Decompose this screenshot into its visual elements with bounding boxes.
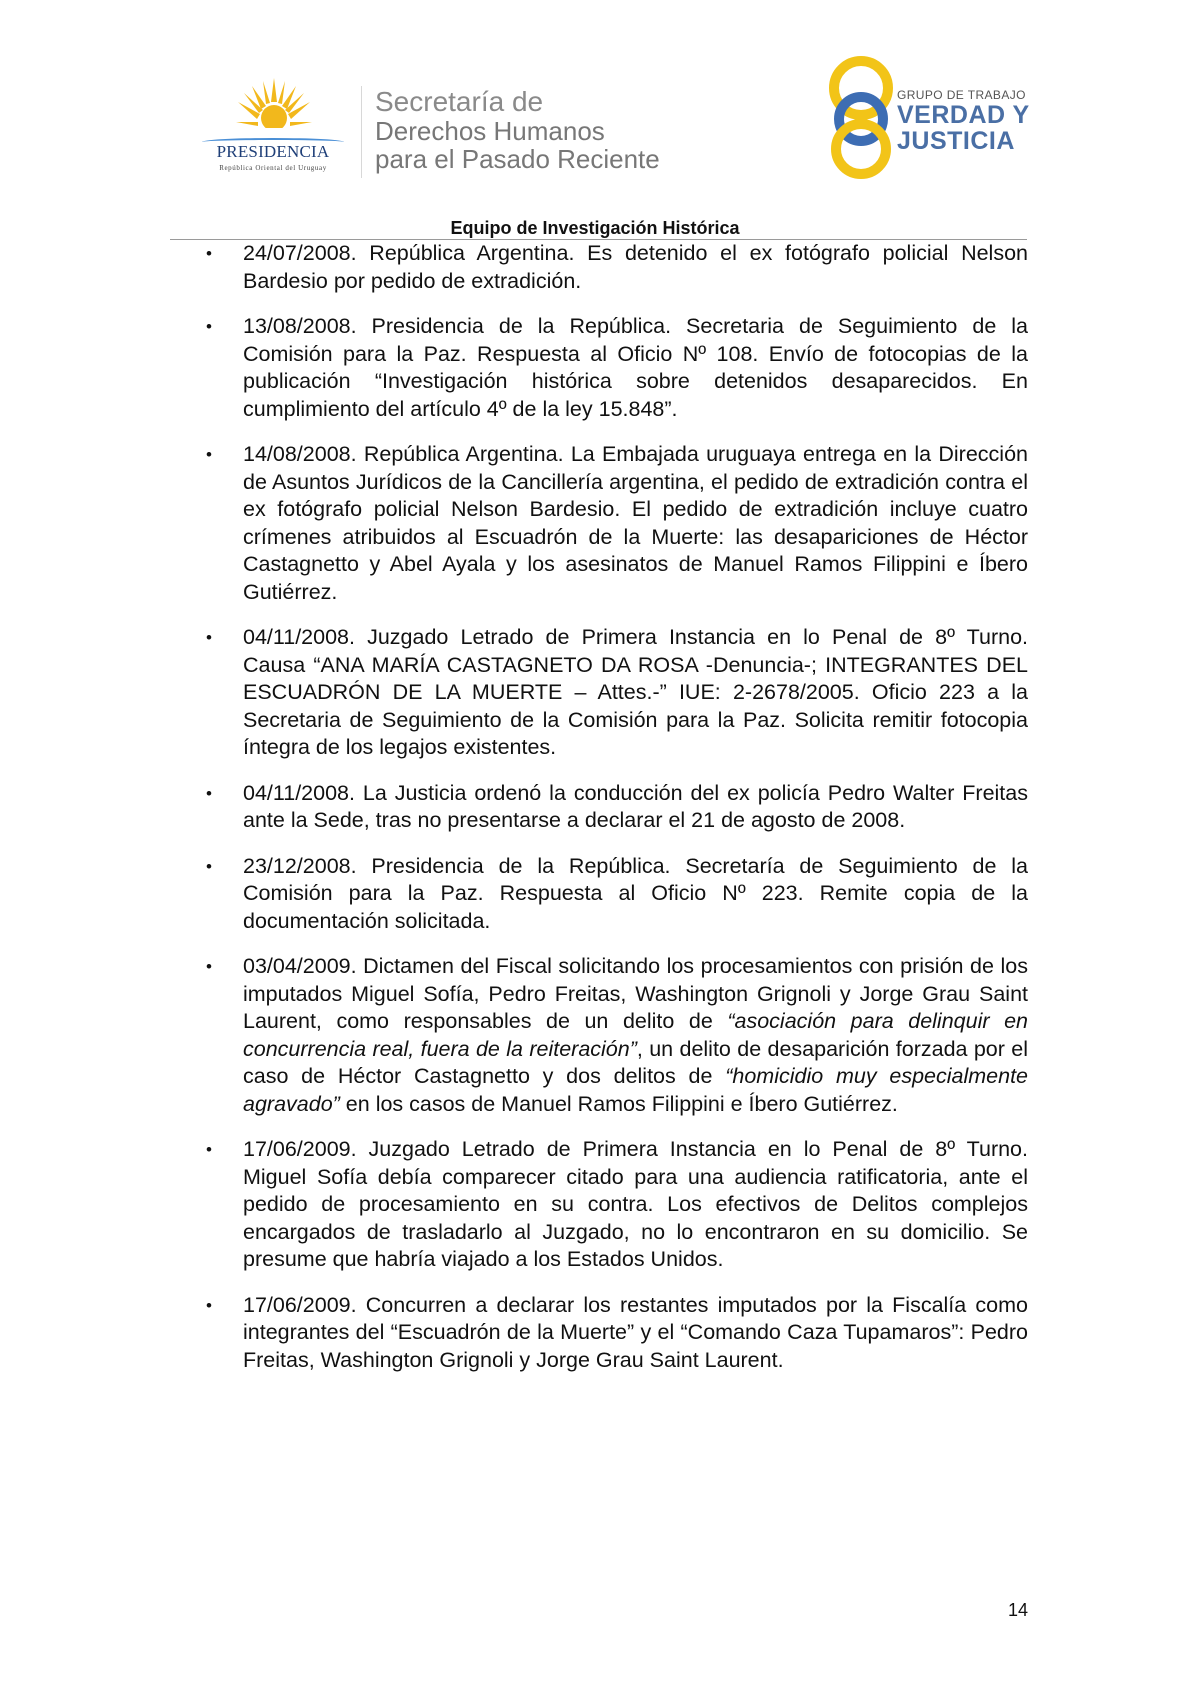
vyj-title-line2: JUSTICIA: [897, 127, 1015, 155]
bullet-icon: •: [206, 783, 212, 803]
bullet-icon: •: [206, 317, 212, 336]
entry-text: 04/11/2008. La Justicia ordenó la conducción del ex policía Pedro Walter Freitas ante la Sede, tras no presentarse a declarar el 21 de agosto de 2008.: [243, 780, 1028, 832]
bullet-icon: •: [206, 1140, 212, 1159]
bullet-icon: •: [206, 445, 212, 464]
page-number: 14: [1008, 1600, 1029, 1620]
entry-text: 17/06/2009. Concurren a declarar los restantes imputados por la Fiscalía como integrantes del “Escuadrón de la Muerte” y el “Comando Caza Tupamaros”: Pedro Freitas, Washington Grignoli y Jorge Grau Saint Laurent.: [243, 1292, 1028, 1372]
entry-text: 13/08/2008. Presidencia de la República. Secretaria de Seguimiento de la Comisión para la Paz. Respuesta al Oficio Nº 108. Envío de fotocopias de la publicación “Investigación histórica sobre detenidos desaparecidos. En cumplimiento del artículo 4º de la ley 15.848”.: [243, 314, 1028, 421]
presidencia-name: PRESIDENCIA: [216, 142, 330, 161]
presidencia-logo: [196, 78, 356, 178]
presidencia-subtitle: República Oriental del Uruguay: [219, 164, 327, 172]
entry-text: 14/08/2008. República Argentina. La Embajada uruguaya entrega en la Dirección de Asuntos Jurídicos de la Cancillería argentina, el pedido de extradición contra el ex fotógrafo policial Nelson Bardesio. El pedido de extradición incluye cuatro crímenes atribuidos al Escuadrón de la Muerte: las desapariciones de Héctor Castagnetto y Abel Ayala y los asesinatos de Manuel Ramos Filippini e Íbero Gutiérrez.: [243, 442, 1028, 604]
secretaria-line2: Derechos Humanos: [375, 116, 605, 146]
entry-text: 23/12/2008. Presidencia de la República. Secretaría de Seguimiento de la Comisión para la Paz. Respuesta al Oficio Nº 223. Remite copia de la documentación solicitada.: [243, 853, 1028, 933]
bullet-icon: •: [206, 628, 212, 647]
verdad-justicia-text: [897, 88, 1030, 154]
list-item: [206, 953, 1028, 1118]
secretaria-title: [375, 88, 660, 174]
header-divider: [361, 86, 362, 178]
entry-text: en los casos de Manuel Ramos Filippini e Íbero Gutiérrez.: [339, 1091, 898, 1116]
list-item: [206, 240, 1028, 295]
bullet-icon: •: [206, 244, 212, 263]
vyj-title-line1: VERDAD Y: [897, 101, 1030, 129]
secretaria-line1: Secretaría de: [375, 86, 544, 117]
entry-text-italic: “homicidio muy especialmente agravado”: [243, 1064, 1029, 1116]
entry-text: 03/04/2009. Dictamen del Fiscal solicitando los procesamientos con prisión de los imputados Miguel Sofía, Pedro Freitas, Washington Grignoli y Jorge Grau Saint Laurent, como responsables de un delito de: [243, 954, 1028, 1033]
entry-text: , un delito de desaparición forzada por el caso de Héctor Castagnetto y dos delitos de: [243, 1036, 1029, 1088]
vyj-small-label: GRUPO DE TRABAJO: [897, 88, 1026, 102]
list-item: [206, 1136, 1028, 1274]
list-item: [206, 313, 1028, 423]
list-item: [206, 853, 1028, 936]
list-item: [206, 624, 1028, 762]
bullet-icon: •: [206, 1295, 212, 1315]
entry-text: 04/11/2008. Juzgado Letrado de Primera Instancia en lo Penal de 8º Turno. Causa “ANA MARÍA CASTAGNETO DA ROSA -Denuncia-; INTEGRANTES DEL ESCUADRÓN DE LA MUERTE – Attes.-” IUE: 2-2678/2005. Oficio 223 a la Secretaria de Seguimiento de la Comisión para la Paz. Solicita remitir fotocopia íntegra de los legajos existentes.: [243, 625, 1028, 759]
list-item: [206, 441, 1028, 606]
bullet-icon: •: [206, 856, 212, 876]
secretaria-line3: para el Pasado Reciente: [375, 144, 660, 174]
entry-text-italic: “asociación para delinquir en concurrencia real, fuera de la reiteración”: [243, 1009, 1028, 1061]
entry-text: 24/07/2008. República Argentina. Es detenido el ex fotógrafo policial Nelson Bardesio por pedido de extradición.: [243, 241, 1028, 293]
team-heading: Equipo de Investigación Histórica: [450, 218, 740, 238]
bullet-icon: •: [206, 957, 212, 976]
chronology-list: [206, 240, 1028, 1392]
list-item: [206, 1292, 1028, 1375]
sun-icon: [236, 78, 312, 140]
list-item: [206, 780, 1028, 835]
entry-text: 17/06/2009. Juzgado Letrado de Primera Instancia en lo Penal de 8º Turno. Miguel Sofía debía comparecer citado para una audiencia ratificatoria, ante el pedido de procesamiento en su contra. Los efectivos de Delitos complejos encargados de trasladarlo al Juzgado, no lo encontraron en su domicilio. Se presume que habría viajado a los Estados Unidos.: [243, 1137, 1028, 1271]
